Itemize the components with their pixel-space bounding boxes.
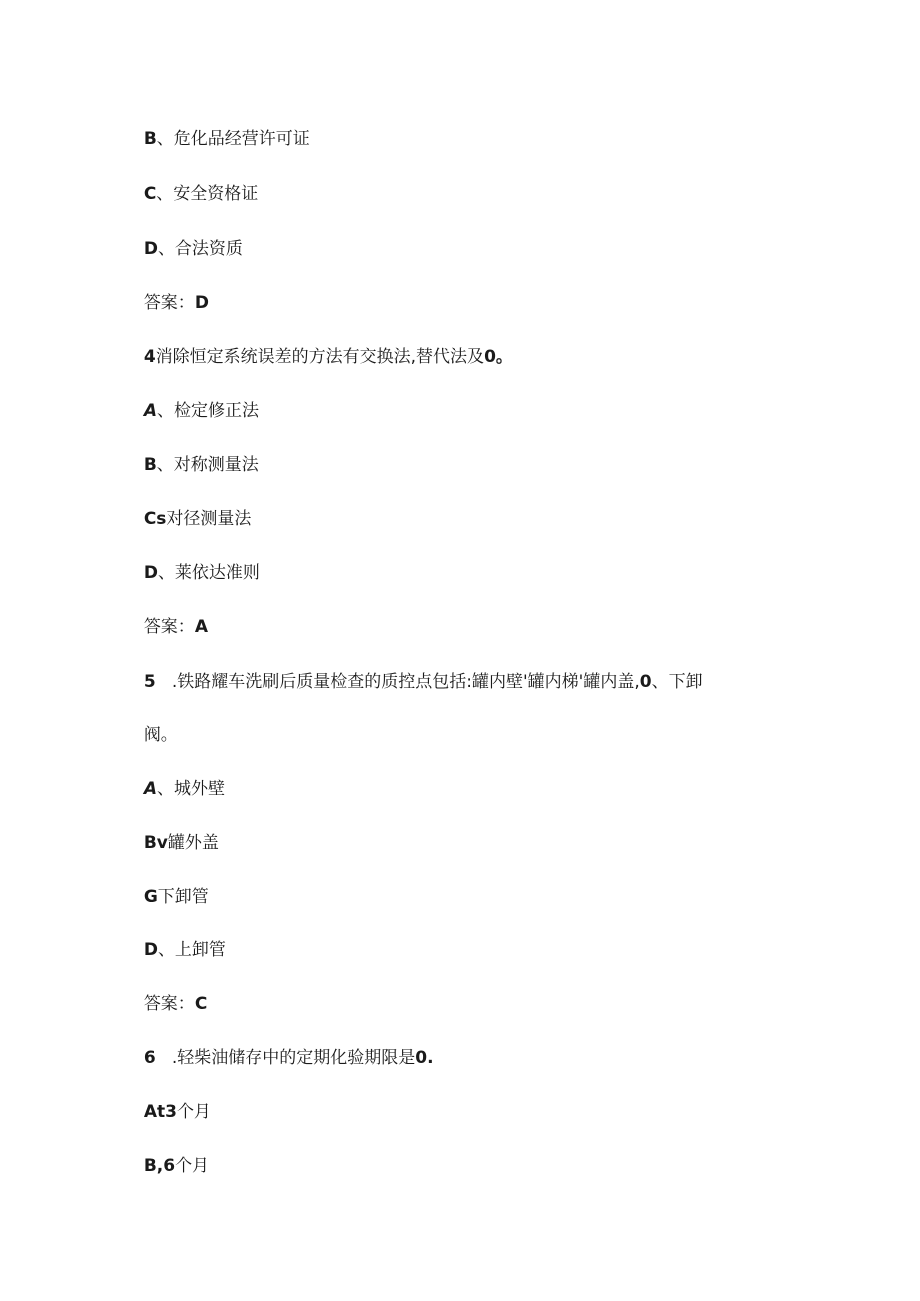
option-a-line (133, 756, 225, 800)
option-key: D (143, 563, 158, 583)
option-b-line (133, 432, 259, 476)
answer-label: 答案： (143, 293, 195, 313)
option-text: 个月 (176, 1102, 211, 1122)
answer-label: 答案： (143, 994, 195, 1014)
option-key: D (143, 940, 158, 960)
option-key: D (143, 239, 158, 259)
question-tail: 0. (415, 1048, 434, 1068)
answer-line (133, 594, 208, 638)
option-text: 、安全资格证 (156, 184, 259, 204)
option-c-line (133, 864, 209, 908)
answer-line (133, 270, 209, 314)
question-number: 4 (143, 347, 156, 367)
option-d-line (133, 540, 260, 584)
option-key: B (143, 129, 157, 149)
option-text: 下卸管 (157, 887, 209, 907)
question-tail: 、下卸 (651, 672, 703, 692)
question-number: 5 (143, 672, 156, 692)
option-text: 、上卸管 (157, 940, 226, 960)
option-text: 、合法资质 (157, 239, 243, 259)
option-a-line (133, 1079, 211, 1123)
option-text: 罐外盖 (167, 833, 219, 853)
question-text: 阀。 (143, 725, 178, 745)
option-key: A (143, 401, 157, 421)
option-a-line (133, 378, 259, 422)
option-c-line (133, 486, 251, 530)
option-text: 、检定修正法 (156, 401, 259, 421)
option-text: 、对称测量法 (156, 455, 259, 475)
option-key: At3 (143, 1102, 177, 1122)
option-key: Bv (143, 833, 168, 853)
option-c-line (133, 161, 258, 205)
option-key: B,6 (143, 1156, 176, 1176)
question-text: .轻柴油储存中的定期化验期限是 (155, 1048, 416, 1068)
option-text: 、城外壁 (156, 779, 225, 799)
question-6-line (133, 1025, 434, 1069)
option-key: G (143, 887, 158, 907)
option-text: 、危化品经营许可证 (156, 129, 310, 149)
question-5-line (133, 649, 703, 693)
answer-key: A (194, 617, 208, 637)
question-number: 6 (143, 1048, 156, 1068)
option-b-line (133, 1133, 209, 1177)
option-text: 、莱依达准则 (157, 563, 260, 583)
option-key: A (143, 779, 157, 799)
option-d-line (133, 917, 226, 961)
option-text: 对径测量法 (166, 509, 252, 529)
answer-label: 答案： (143, 617, 195, 637)
option-text: 个月 (175, 1156, 210, 1176)
question-text: 消除恒定系统误差的方法有交换法,替代法及 (155, 347, 485, 367)
question-5-continuation (133, 702, 178, 746)
option-b-line (133, 106, 310, 150)
option-key: Cs (143, 509, 167, 529)
answer-line (133, 971, 207, 1015)
question-text: .铁路耀车洗刷后质量检查的质控点包括:罐内壁'罐内梯'罐内盖, (155, 672, 640, 692)
option-key: C (143, 184, 157, 204)
option-d-line (133, 216, 243, 260)
question-4-line (133, 324, 513, 368)
answer-key: D (194, 293, 209, 313)
question-blank: 0 (639, 672, 652, 692)
answer-key: C (194, 994, 208, 1014)
option-key: B (143, 455, 157, 475)
option-b-line (133, 810, 219, 854)
question-tail: 0。 (484, 347, 513, 367)
